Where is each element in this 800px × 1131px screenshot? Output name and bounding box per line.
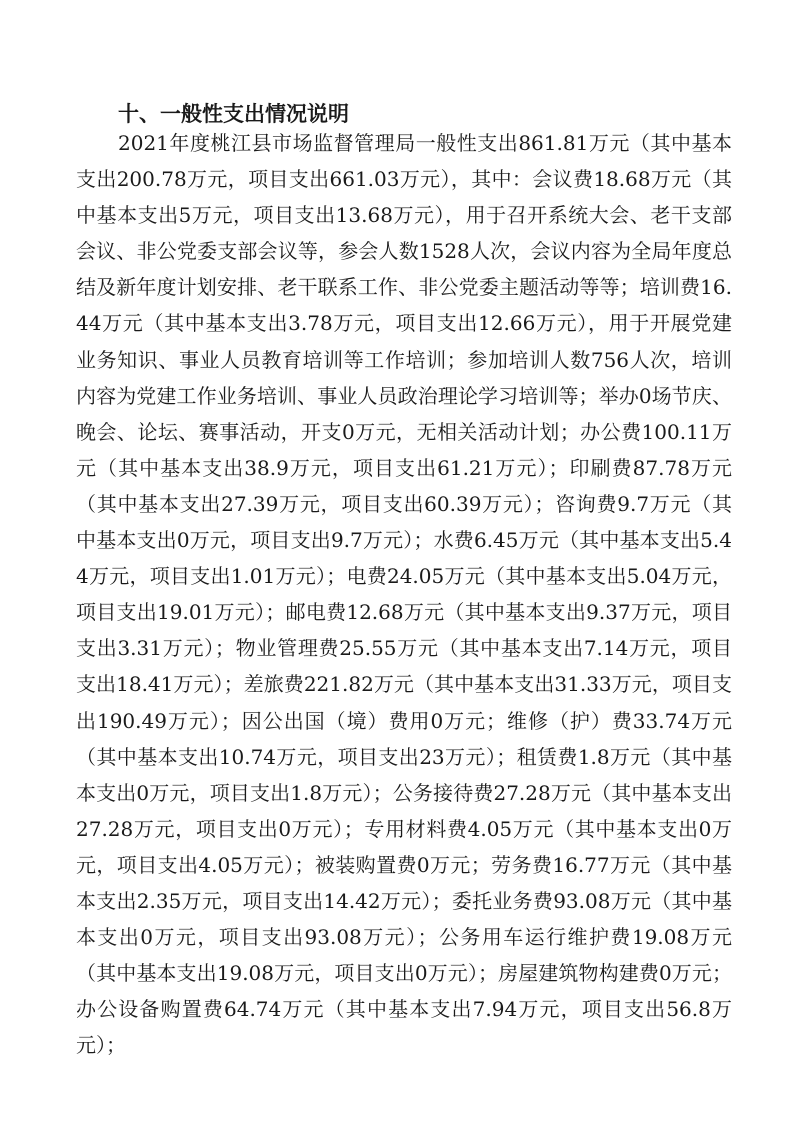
section-heading: 十、一般性支出情况说明 <box>118 102 349 126</box>
body-paragraph: 2021年度桃江县市场监督管理局一般性支出861.81万元（其中基本支出200.78万元，项目支出661.03万元），其中：会议费18.68万元（其中基本支出5万元，项目支出13.68万元），用于召开系统大会、老干支部会议、非公党委支部会议等，参会人数1528人次，会议内容为全局年度总结及新年度计划安排、老干联系工作、非公党委主题活动等等；培训费16.44万元（其中基本支出3.78万元，项目支出12.66万元），用于开展党建业务知识、事业人员教育培训等工作培训；参加培训人数756人次，培训内容为党建工作业务培训、事业人员政治理论学习培训等；举办0场节庆、晚会、论坛、赛事活动，开支0万元，无相关活动计划；办公费100.11万元（其中基本支出38.9万元，项目支出61.21万元）；印刷费87.78万元（其中基本支出27.39万元，项目支出60.39万元）；咨询费9.7万元（其中基本支出0万元，项目支出9.7万元）；水费6.45万元（其中基本支出5.44万元，项目支出1.01万元）；电费24.05万元（其中基本支出5.04万元，项目支出19.01万元）；邮电费12.68万元（其中基本支出9.37万元，项目支出3.31万元）；物业管理费25.55万元（其中基本支出7.14万元，项目支出18.41万元）；差旅费221.82万元（其中基本支出31.33万元，项目支出190.49万元）；因公出国（境）费用0万元；维修（护）费33.74万元（其中基本支出10.74万元，项目支出23万元）；租赁费1.8万元（其中基本支出0万元，项目支出1.8万元）；公务接待费27.28万元（其中基本支出27.28万元，项目支出0万元）；专用材料费4.05万元（其中基本支出0万元，项目支出4.05万元）；被装购置费0万元；劳务费16.77万元（其中基本支出2.35万元，项目支出14.42万元）；委托业务费93.08万元（其中基本支出0万元，项目支出93.08万元）；公务用车运行维护费19.08万元（其中基本支出19.08万元，项目支出0万元）；房屋建筑物构建费0万元；办公设备购置费64.74万元（其中基本支出7.94万元，项目支出56.8万元）； <box>76 131 732 1058</box>
